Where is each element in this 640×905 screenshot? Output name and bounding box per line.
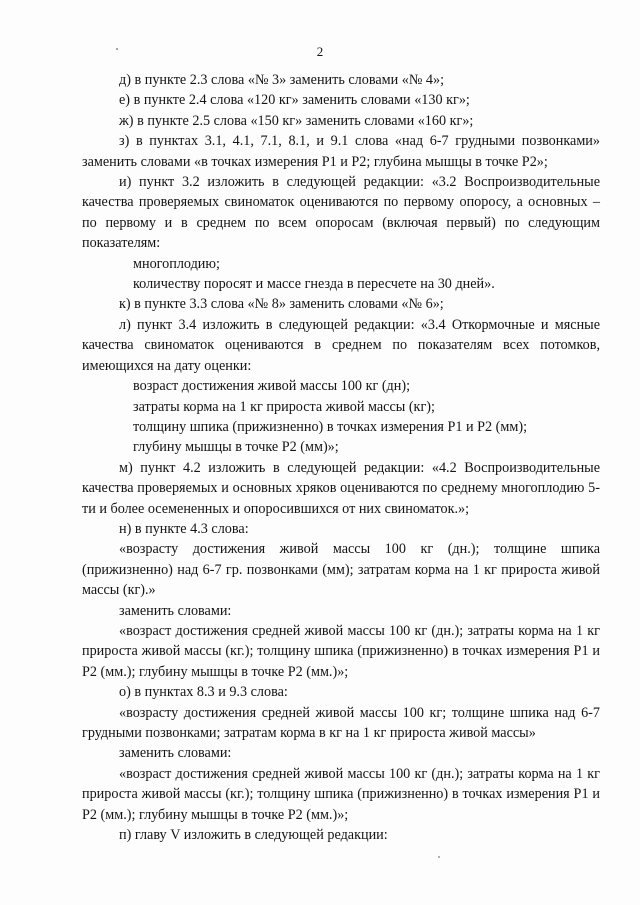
item-l-list-1: возраст достижения живой массы 100 кг (дн);	[133, 378, 411, 395]
item-l: л) пункт 3.4 изложить в следующей редакции: «3.4 Откормочные и мясные качества свиноматок оцениваются в среднем по показателям всех потомков, имеющихся на дату оценки:	[82, 316, 600, 374]
scan-speck	[438, 856, 440, 858]
item-k: к) в пункте 3.3 слова «№ 8» заменить словами «№ 6»;	[119, 296, 444, 313]
item-m: м) пункт 4.2 изложить в следующей редакции: «4.2 Воспроизводительные качества проверяемых и основных хряков оцениваются по среднему многоплодию 5-ти и более осемененных и опоросившихся от них свиноматок.»;	[82, 459, 600, 517]
item-d: д) в пункте 2.3 слова «№ 3» заменить словами «№ 4»;	[119, 72, 445, 88]
item-l-list-4: глубину мышцы в точке Р2 (мм)»;	[133, 439, 339, 456]
document-body	[82, 70, 600, 845]
item-i: и) пункт 3.2 изложить в следующей редакции: «3.2 Воспроизводительные качества проверяемых свиноматок оцениваются по первому опоросу, а основных – по первому и в среднем по всем опоросам (включая первый) по следующим показателям:	[82, 174, 600, 252]
item-i-list-2: количеству поросят и массе гнезда в пересчете на 30 дней».	[133, 276, 495, 293]
item-n-replace: заменить словами:	[119, 602, 232, 619]
item-z: з) в пунктах 3.1, 4.1, 7.1, 8.1, и 9.1 слова «над 6-7 грудными позвонками» заменить словами «в точках измерения Р1 и Р2; глубина мышцы в точке Р2»;	[82, 133, 600, 170]
page-number: 2	[316, 44, 324, 59]
item-o-replace: заменить словами:	[119, 745, 232, 762]
item-p: п) главу V изложить в следующей редакции:	[119, 827, 388, 844]
item-l-list-2: затраты корма на 1 кг прироста живой массы (кг);	[133, 398, 435, 415]
item-zh: ж) в пункте 2.5 слова «150 кг» заменить словами «160 кг»;	[119, 112, 474, 129]
item-i-list-1: многоплодию;	[133, 255, 220, 272]
item-n-old-text: «возрасту достижения живой массы 100 кг (дн.); толщине шпика (прижизненно) над 6-7 гр. позвонками (мм); затратам корма на 1 кг прироста живой массы (кг).»	[82, 541, 600, 599]
item-o-old-text: «возрасту достижения средней живой массы 100 кг; толщине шпика над 6-7 грудными позвонками; затратам корма в кг на 1 кг прироста живой массы»	[82, 704, 600, 741]
item-n: н) в пункте 4.3 слова:	[119, 520, 249, 537]
item-o-new-text: «возраст достижения средней живой массы 100 кг (дн.); затраты корма на 1 кг прироста живой массы (кг.); толщину шпика (прижизненно) в точках измерения Р1 и Р2 (мм.); глубину мышцы в точке Р2 (мм.)»;	[82, 765, 600, 823]
item-l-list-3: толщину шпика (прижизненно) в точках измерения Р1 и Р2 (мм);	[133, 418, 528, 435]
item-n-new-text: «возраст достижения средней живой массы 100 кг (дн.); затраты корма на 1 кг прироста живой массы (кг.); толщину шпика (прижизненно) в точках измерения Р1 и Р2 (мм.); глубину мышцы в точке Р2 (мм.)»;	[82, 622, 600, 680]
item-o: о) в пунктах 8.3 и 9.3 слова:	[119, 684, 288, 701]
item-e: е) в пункте 2.4 слова «120 кг» заменить словами «130 кг»;	[119, 92, 470, 109]
